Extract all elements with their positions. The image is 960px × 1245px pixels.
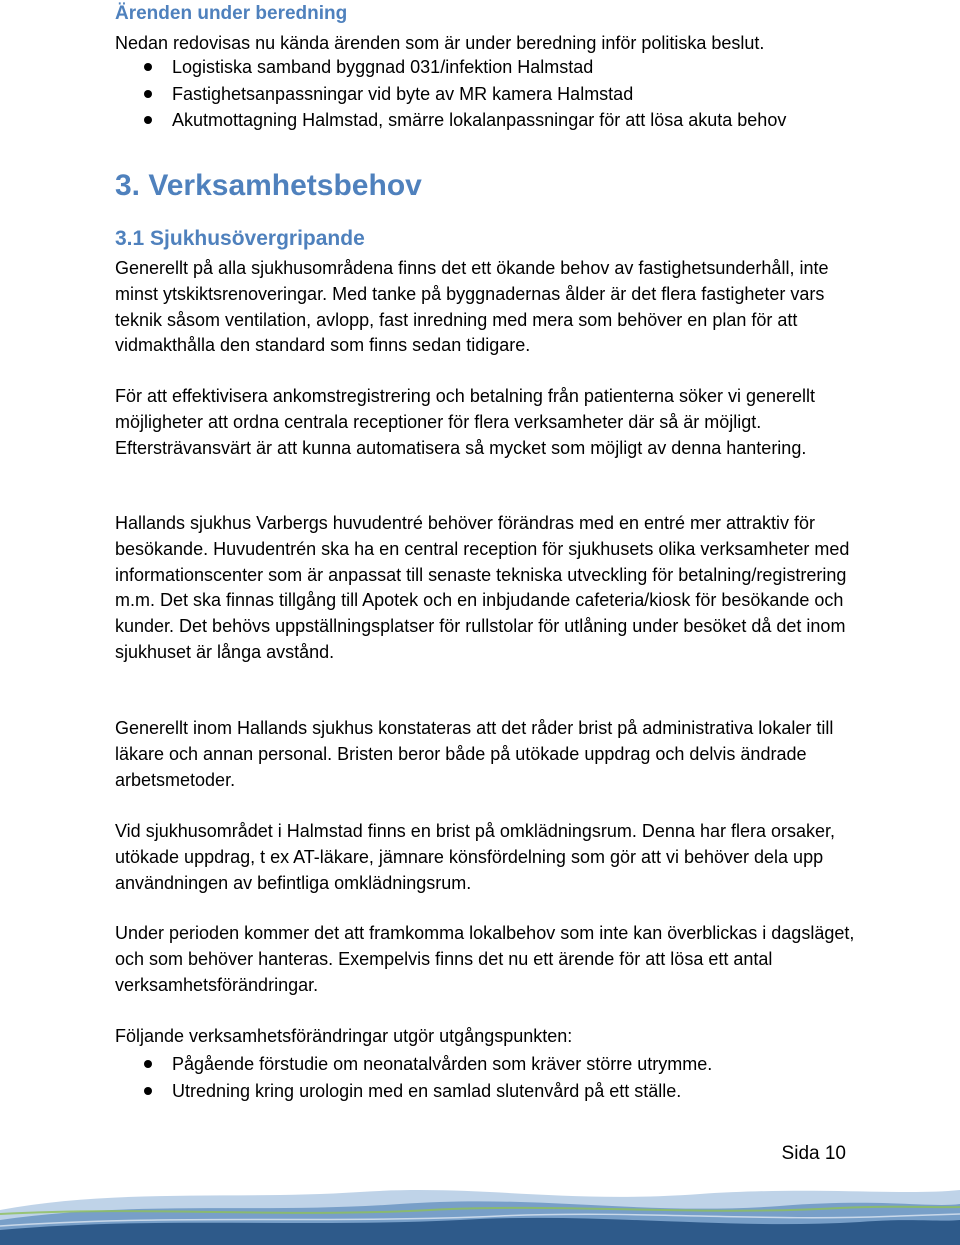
forandringar-list (115, 1051, 712, 1104)
list-item: Logistiska samband byggnad 031/infektion Halmstad (115, 54, 786, 81)
paragraph-omkladningsrum: Vid sjukhusområdet i Halmstad finns en brist på omklädningsrum. Denna har flera orsaker, utökade uppdrag, t ex AT-läkare, jämnare könsfördelning som gör att vi behöver dela upp användningen av befintliga omklädningsrum. (115, 821, 836, 893)
paragraph-fastighetsunderhall: Generellt på alla sjukhusområdena finns det ett ökande behov av fastighetsunderhåll, inte minst ytskiktsrenoveringar. Med tanke på byggnadernas ålder är det flera fastigheter vars teknik såsom ventilation, avlopp, fast inredning med mera som behöver en plan för att vidmakthålla den standard som finns sedan tidigare. (115, 258, 829, 356)
paragraph-huvudentre: Hallands sjukhus Varbergs huvudentré behöver förändras med en entré mer attraktiv för besökande. Huvudentrén ska ha en central reception för sjukhusets olika verksamheter med informationscenter som är anpassat till senaste tekniska utveckling för betalning/registrering m.m. Det ska finnas tillgång till Apotek och en inbjudande cafeteria/kiosk för besökande och kunder. Det behövs uppställningsplatser för rullstolar för utlåning under besöket då det inom sjukhuset är långa avstånd. (115, 513, 850, 662)
bullet-icon (144, 63, 152, 71)
list-item: Akutmottagning Halmstad, smärre lokalanpassningar för att lösa akuta behov (115, 107, 786, 134)
list-item: Pågående förstudie om neonatalvården som kräver större utrymme. (115, 1051, 712, 1078)
page-number: Sida 10 (781, 1143, 846, 1164)
list-item: Fastighetsanpassningar vid byte av MR kamera Halmstad (115, 81, 786, 108)
bullet-icon (144, 1060, 152, 1068)
list-item: Utredning kring urologin med en samlad slutenvård på ett ställe. (115, 1078, 712, 1105)
paragraph-administrativa-lokaler: Generellt inom Hallands sjukhus konstateras att det råder brist på administrativa lokaler till läkare och annan personal. Bristen beror både på utökade uppdrag och delvis ändrade arbetsmetoder. (115, 718, 834, 790)
intro-text: Nedan redovisas nu kända ärenden som är under beredning inför politiska beslut. (115, 33, 765, 53)
footer-wave-icon (0, 1170, 960, 1245)
section-heading-under-beredning: Ärenden under beredning (115, 3, 348, 24)
bullet-icon (144, 1087, 152, 1095)
bullet-icon (144, 90, 152, 98)
paragraph-ankomstregistrering: För att effektivisera ankomstregistrering och betalning från patienterna söker vi generellt möjligheter att ordna centrala receptioner för flera verksamheter där så är möjligt. Eftersträvansvärt är att kunna automatisera så mycket som möjligt av denna hantering. (115, 386, 816, 458)
chapter-title: 3. Verksamhetsbehov (115, 169, 422, 202)
bullet-icon (144, 116, 152, 124)
arenden-list (115, 54, 786, 134)
paragraph-lokalbehov: Under perioden kommer det att framkomma lokalbehov som inte kan överblickas i dagsläget, och som behöver hanteras. Exempelvis finns det nu ett ärende för att lösa ett antal verksamhetsförändringar. (115, 923, 855, 995)
paragraph-verksamhetsforandringar: Följande verksamhetsförändringar utgör utgångspunkten: (115, 1026, 573, 1046)
section-title: 3.1 Sjukhusövergripande (115, 227, 365, 250)
